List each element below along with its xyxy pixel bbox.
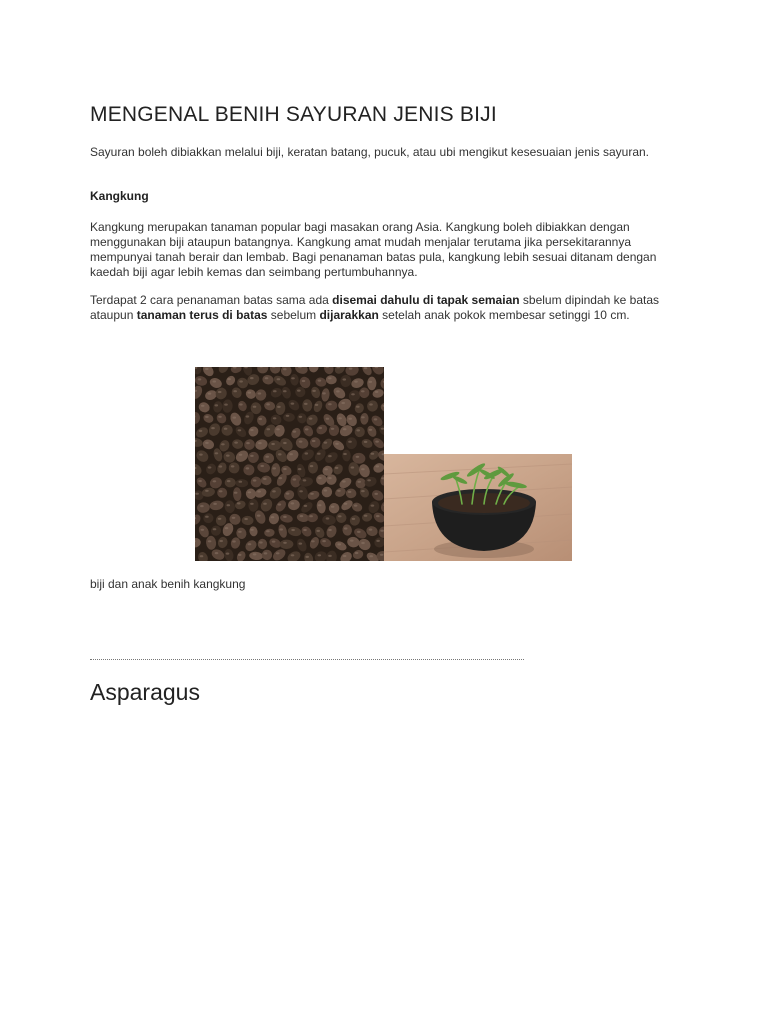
page-title: MENGENAL BENIH SAYURAN JENIS BIJI [90,103,497,126]
kangkung-seedling-photo [384,454,572,561]
image-caption: biji dan anak benih kangkung [90,577,246,591]
planting-bold-1: disemai dahulu di tapak semaian [332,293,520,307]
planting-text-3: sebelum [267,308,320,322]
kangkung-paragraph: Kangkung merupakan tanaman popular bagi masakan orang Asia. Kangkung boleh dibiakkan dengan menggunakan biji ataupun batangnya. Kangkung amat mudah menjalar terutama jika persekitarannya mempunyai tanah berair dan lembab. Bagi penanaman batas pula, kangkung lebih sesuai ditanam dengan kaedah biji agar lebih kemas dan seimbang pertumbuhannya. [90,220,657,279]
planting-bold-3: dijarakkan [319,308,379,322]
section-heading-kangkung: Kangkung [90,189,149,203]
section-divider [90,659,524,660]
planting-bold-2: tanaman terus di batas [136,308,268,322]
planting-text-2: sbelum dipindah ke batas ataupun [90,293,660,322]
planting-methods-paragraph [90,293,680,323]
kangkung-seeds-photo [195,367,384,561]
intro-paragraph: Sayuran boleh dibiakkan melalui biji, keratan batang, pucuk, atau ubi mengikut kesesuaian jenis sayuran. [90,145,650,159]
planting-text-4: setelah anak pokok membesar setinggi 10 cm. [378,308,630,322]
next-section-heading: Asparagus [90,679,200,705]
planting-text-1: Terdapat 2 cara penanaman batas sama ada [90,293,333,307]
